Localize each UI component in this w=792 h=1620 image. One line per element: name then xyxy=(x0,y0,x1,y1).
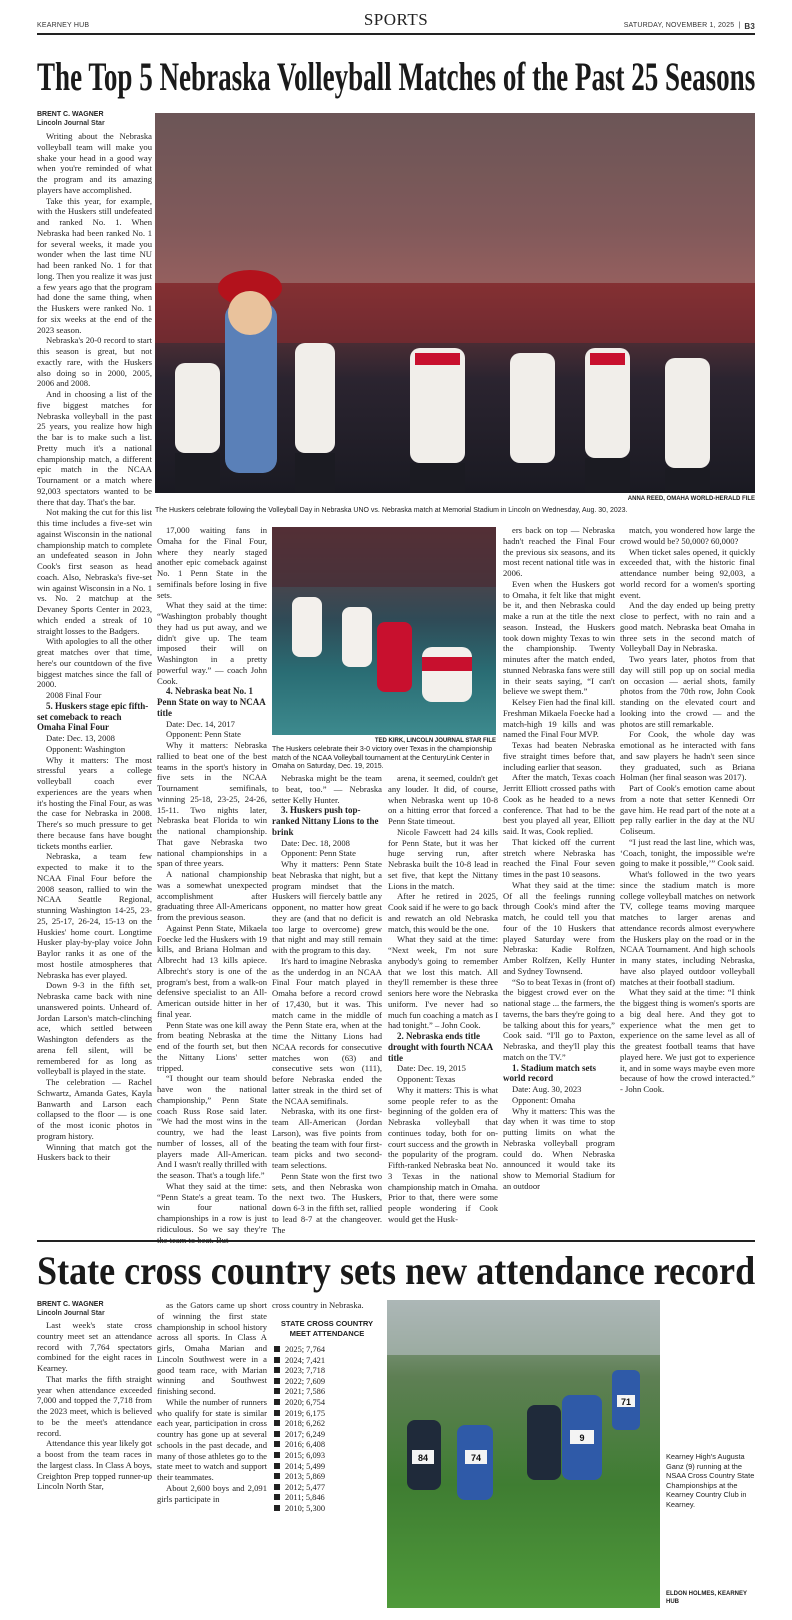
byline xyxy=(37,111,105,128)
story-column xyxy=(157,1300,267,1612)
paragraph: Winning that match got the Huskers back to their xyxy=(37,1141,152,1163)
folio-divider: | xyxy=(738,22,741,29)
paragraph: That kicked off the current stretch where Nebraska has reached the Final Four seven times in the past 10 seasons. xyxy=(503,836,615,879)
byline-author: BRENT C. WAGNER xyxy=(37,111,104,118)
inset-photo xyxy=(272,527,496,735)
volleyball-celebration-image xyxy=(155,113,755,493)
attendance-item: 2011; 5,846 xyxy=(272,1493,382,1504)
cross-country-caption: Kearney High's Augusta Ganz (9) running at the NSAA Cross Country State Championships at the Kearney Country Club in Kearney. xyxy=(666,1452,755,1509)
inset-photo-caption: The Huskers celebrate their 3-0 victory over Texas in the championship match of the NCAA Volleyball tournament at the CenturyLink Center in Omaha on Saturday, Dec. 19, 2015. xyxy=(272,746,493,771)
paragraph: After he retired in 2025, Cook said if he were to go back and rewatch an old Nebraska match, this would be the one. xyxy=(388,891,498,934)
attendance-item: 2014; 5,499 xyxy=(272,1462,382,1473)
paragraph: Attendance this year likely got a boost from the team races in the largest class. In Class A boys, Creighton Prep topped runner-up Lincoln North Star, xyxy=(37,1438,152,1492)
paragraph: Even when the Huskers got to Omaha, it felt like that might be it, and then Nebraska could make a run at the title the next season. Instead, the Huskers took down mighty Texas to win the championship. Twenty minutes after the match ended, stunned Nebraska fans were still in their seats saying, “I can't believe we swept them.” xyxy=(503,578,615,697)
paragraph: What they said at the time: “Next week, I'm not sure anybody's going to remember that we lost this match. All they'll remember is these three seniors here wore the Nebraska uniform. I've never had so much fun coaching a match as I had tonight.” – John Cook. xyxy=(388,934,498,1031)
section-rule xyxy=(37,1240,755,1242)
paragraph: “So to beat Texas in (front of) the biggest crowd ever on the national stage ... the farmers, the taverns, the bars they're going to be talking about this for years,” Cook said. “I'll go to Paxton, Nebraska, and they'll play this match on the TV.” xyxy=(503,976,615,1062)
main-photo-caption: The Huskers celebrate following the Volleyball Day in Nebraska UNO vs. Nebraska match at Memorial Stadium in Lincoln on Wednesday, Aug. 30, 2023. xyxy=(155,507,628,514)
paragraph: Penn State won the first two sets, and then Nebraska won the next two. The Huskers, down 6-3 in the fifth set, rallied to lead 8-7 at the changeover. The xyxy=(272,1170,382,1235)
attendance-item: 2012; 5,477 xyxy=(272,1483,382,1494)
story-column xyxy=(272,1300,382,1311)
paragraph: Why it matters: This was the day when it was time to stop putting limits on what the Nebraska volleyball program could do. When Nebraska announced it would take its show to Memorial Stadium for an outdoor xyxy=(503,1105,615,1191)
paragraph: Opponent: Washington xyxy=(46,743,126,754)
paragraph: Kelsey Fien had the final kill. Freshman Mikaela Foecke had a match-high 19 kills and was named the Final Four MVP. xyxy=(503,697,615,740)
subhead: 4. Nebraska beat No. 1 Penn State on way to NCAA title xyxy=(157,686,266,718)
paragraph: “I just read the last line, which was, ‘Coach, tonight, the impossible we're going to make it possible,’” Cook said. xyxy=(620,836,755,869)
paragraph: And in choosing a list of the five biggest matches for Nebraska volleyball in the past 25 years, you realize how high the bar is to make such a list. Pretty much it's a national championship match, a different epic match in the NCAA Tournament or a match where 92,003 spectators wanted to be there that day. That's the bar. xyxy=(37,389,152,507)
story-headline: State cross country sets new attendance record xyxy=(37,1248,756,1293)
story-column xyxy=(272,773,382,1236)
paragraph: arena, it seemed, couldn't get any louder. It did, of course, when Nebraska went up 10-8 on a hitting error that forced a Penn State timeout. xyxy=(388,773,498,826)
attendance-item: 2022; 7,609 xyxy=(272,1377,382,1388)
runners-image xyxy=(387,1300,660,1608)
bib-number: 84 xyxy=(417,1453,429,1463)
paragraph: What they said at the time: “Penn State's a great team. To win four national championships in a row is just ridiculous. So we say they're xyxy=(157,1180,267,1234)
paragraph: The celebration — Rachel Schwartz, Amanda Gates, Kayla Banwarth and Larson each collapsed to the floor — is one of the most iconic photos in program history. xyxy=(37,1077,152,1141)
paragraph: After the match, Texas coach Jerritt Elliott crossed paths with Cook as he headed to a news conference. That had to be the best you played all year, Elliott said. It was, Cook replied. xyxy=(503,772,615,836)
paragraph: And the day ended up being pretty close to perfect, with no rain and a good match. Nebraska beat Omaha in three sets in the second match of Volleyball Day in Nebraska. xyxy=(620,600,755,654)
subhead: 2. Nebraska ends title drought with fourth NCAA title xyxy=(388,1031,493,1063)
section-name: SPORTS xyxy=(363,10,429,29)
paragraph: Part of Cook's emotion came about from a note that setter Kennedi Orr gave him. He read part of the note at a pep rally earlier in the day at the NU Coliseum. xyxy=(620,783,755,836)
attendance-list xyxy=(272,1345,382,1515)
paragraph: Date: Dec. 18, 2008 xyxy=(281,837,350,848)
story-column xyxy=(37,131,152,1236)
main-photo-credit: ANNA REED, OMAHA WORLD-HERALD FILE xyxy=(627,496,755,502)
paragraph: Opponent: Penn State xyxy=(166,729,241,740)
paragraph: Why it matters: Penn State beat Nebraska that night, but a program mindset that the Huskers will fiercely battle any opponent, no matter how great they are (and that no deficit is too large to overcome) grew that night and may still remain with the program to this day. xyxy=(272,859,382,955)
paragraph: Last week's state cross country meet set an attendance record with 7,764 spectators combined for the eight races in Kearney. xyxy=(37,1320,152,1373)
paragraph: match, you wondered how large the crowd would be? 50,000? 60,000? xyxy=(620,525,755,546)
attendance-item: 2024; 7,421 xyxy=(272,1356,382,1367)
paragraph: With apologies to all the other great matches over that time, here's our countdown of the five biggest matches since the fall of 2000. xyxy=(37,636,152,690)
story-headline: The Top 5 Nebraska Volleyball Matches of the Past 25 Seasons xyxy=(37,54,756,99)
paragraph: Not making the cut for this list this time includes a five-set win against Wisconsin in the national championship match to complete an undefeated season in John Cook's first season as head coach. Also, Nebraska's five-set win against Wisconsin in a No. 1 vs. No. 2 matchup at the Devaney Sports Center in 2023, which ended a streak of 10 straight losses to the Badgers. xyxy=(37,507,152,636)
paragraph: as the Gators came up short of winning the first state championship in school history across all sports. In Class A girls, Omaha Marian and Lincoln Southwest were in a good team race, with Marian winning and Southwest finishing second. xyxy=(157,1300,267,1396)
paragraph: What they said at the time: Of all the feelings running through Cook's mind after the match, he could tell you that four of the 10 Huskers that played Saturday were from Nebraska: Kadie Rolfzen, Amber Rolfzen, Kelly Hunter and Sydney Townsend. xyxy=(503,879,615,976)
page-number: B3 xyxy=(744,22,755,31)
sidebar-title: STATE CROSS COUNTRY MEET ATTENDANCE xyxy=(280,1319,374,1338)
attendance-item: 2013; 5,869 xyxy=(272,1472,382,1483)
paragraph: ers back on top — Nebraska hadn't reached the Final Four the previous six seasons, and its most recent national title was in 2006. xyxy=(503,525,615,578)
paragraph: Opponent: Omaha xyxy=(512,1094,576,1105)
attendance-item: 2010; 5,300 xyxy=(272,1504,382,1515)
paragraph: Against Penn State, Mikaela Foecke led the Huskers with 19 kills, and Briana Holman and Albrecht had 13 kills apiece. Albrecht's story is one of the program's best, from a walk-on defensive specialist to an All-American outside hitter in her final year. xyxy=(157,922,267,1019)
paragraph: Nicole Fawcett had 24 kills for Penn State, but it was her huge serving run, after Nebraska built the 10-8 lead in set five, that kept the Nittany Lions in the match. xyxy=(388,826,498,891)
attendance-item: 2015; 6,093 xyxy=(272,1451,382,1462)
inset-photo-credit: TED KIRK, LINCOLN JOURNAL STAR FILE xyxy=(374,738,496,744)
paragraph: Penn State was one kill away from beating Nebraska at the end of the fourth set, but then the Nittany Lions' setter tripped. xyxy=(157,1019,267,1073)
paragraph: Nebraska, with its one first-team All-American (Jordan Larson), was five points from beating the team with four first-team picks and two second-team selections. xyxy=(272,1106,382,1170)
paragraph: Nebraska's 20-0 record to start this season is great, but not exactly rare, with the Huskers also doing so in 2000, 2005, 2006 and 2008. xyxy=(37,335,152,389)
paragraph: Why it matters: Nebraska rallied to beat one of the best teams in the sport's history in five sets in the NCAA Tournament semifinals, winning 25-18, 23-25, 24-26, 15-11. Two nights later, Nebraska beat Florida to win the national championship. That gave Nebraska two national championships in a span of three years. xyxy=(157,740,267,869)
paragraph: Take this year, for example, with the Huskers still undefeated and ranked No. 1. When Nebraska had been ranked No. 1 for several weeks, it made you wonder when the last time NU had been ranked No. 1 for that long. Then you realize it was just a few years ago that the program had done the same thing, when the Huskers were ranked No. 1 for six weeks at the end of the 2023 season. xyxy=(37,195,152,335)
paragraph: While the number of runners who qualify for state is similar each year, participation in cross country has gone up at several schools in the past decade, and many of those athletes go to the state meet to watch and support their teammates. xyxy=(157,1396,267,1482)
story-column xyxy=(37,1320,152,1612)
paragraph: Date: Dec. 14, 2017 xyxy=(166,718,235,729)
attendance-item: 2025; 7,764 xyxy=(272,1345,382,1356)
byline-org: Lincoln Journal Star xyxy=(37,1309,105,1317)
cross-country-credit: ELDON HOLMES, KEARNEY HUB xyxy=(666,1591,747,1605)
story-column xyxy=(388,773,498,1236)
paragraph: Two years later, photos from that day will still pop up on social media on occasion — aerial shots, family photos from the 70th row, John Cook standing on the elevated court and looking into the crowd — and the photos are still remarkable. xyxy=(620,654,755,729)
paragraph: Nebraska, a team few expected to make it to the NCAA Final Four before the 2008 season, rallied to win the NCAA Seattle Regional, stunning Washington 14-25, 23-25, 25-17, 26-24, 15-13 on the Huskies' home court. Longtime Husker play-by-play voice John Baylor ranks it as one of the most hostile atmospheres that Nebraska has ever played. xyxy=(37,851,152,980)
paragraph: 17,000 waiting fans in Omaha for the Final Four, where they nearly staged another epic comeback against No. 1 Penn State in the semifinals before losing in five sets. xyxy=(157,525,267,600)
attendance-item: 2016; 6,408 xyxy=(272,1440,382,1451)
paragraph: Texas had beaten Nebraska five straight times before that, including earlier that season. xyxy=(503,740,615,772)
story-column xyxy=(157,525,267,1236)
paragraph: Opponent: Penn State xyxy=(281,848,356,859)
issue-date: SATURDAY, NOVEMBER 1, 2025 xyxy=(623,22,735,29)
paragraph: It's hard to imagine Nebraska as the underdog in an NCAA Final Four match played in Omaha before a record crowd of 17,430, but it was. This match came in the middle of the Penn State era, when at the time the Nittany Lions had NCAA records for consecutive matches won (63) and consecutive sets won (111), before Nebraska ended the latter streak in the third set of the NCAA semifinals. xyxy=(272,955,382,1106)
main-photo xyxy=(155,113,755,493)
paragraph: About 2,600 boys and 2,091 girls participate in xyxy=(157,1482,267,1504)
paragraph: For Cook, the whole day was emotional as he interacted with fans and saw players he hadn't seen since they graduated, such as Briana Holman (her final season was 2017). xyxy=(620,729,755,783)
story-column xyxy=(620,525,755,1236)
paper-name: KEARNEY HUB xyxy=(37,22,90,29)
paragraph: Date: Aug. 30, 2023 xyxy=(512,1084,582,1094)
paragraph: Why it matters: The most stressful years a college volleyball coach ever experiences are the years when it's hosting the Final Four, as was the case for Nebraska in 2008. There's so much pressure to get there because fans have bought tickets months earlier. xyxy=(37,754,152,851)
paragraph: What's followed in the two years since the stadium match is more college volleyball matches on network TV, college teams moving marquee matches to larger arenas and attendance records almost everywhere the Huskers play on the road or in the NCAA Tournament. And high schools in many states, including Nebraska, have also played outdoor volleyball matches at their football stadium. xyxy=(620,869,755,987)
bib-number: 74 xyxy=(470,1453,482,1463)
byline-author: BRENT C. WAGNER xyxy=(37,1301,104,1308)
byline-org: Lincoln Journal Star xyxy=(37,119,105,127)
bib-number: 71 xyxy=(620,1397,632,1407)
attendance-item: 2021; 7,586 xyxy=(272,1387,382,1398)
paragraph: When ticket sales opened, it quickly exceeded that, with the historic final attendance number being 92,003, a world record for a women's sporting event. xyxy=(620,546,755,600)
paragraph: Opponent: Texas xyxy=(397,1074,456,1084)
attendance-item: 2017; 6,249 xyxy=(272,1430,382,1441)
paragraph: 2008 Final Four xyxy=(46,690,102,700)
bib-number: 9 xyxy=(579,1433,585,1443)
paragraph: cross country in Nebraska. xyxy=(272,1300,364,1310)
attendance-item: 2023; 7,718 xyxy=(272,1366,382,1377)
attendance-item: 2019; 6,175 xyxy=(272,1409,382,1420)
header-rule xyxy=(37,33,755,35)
folio-right xyxy=(624,22,755,31)
attendance-sidebar xyxy=(272,1300,382,1515)
paragraph: Down 9-3 in the fifth set, Nebraska came back with nine unanswered points. Unheard of. Jordan Larson's match-clinching ace, which settled between Washington defenders as the arena fell silent, will be remembered for as long as volleyball is played in the state. xyxy=(37,980,152,1077)
subhead: 5. Huskers stage epic fifth-set comeback to reach Omaha Final Four xyxy=(37,700,149,733)
paragraph: Nebraska might be the team to beat, too.” — Nebraska setter Kelly Hunter. xyxy=(272,773,382,805)
paragraph: What they said at the time: “I think the biggest thing is women's sports are a big deal here. And they got to experience what the men get to experience on the same level as all of the greatest football teams that have played here. We just got to experience it, and in some ways maybe even more because of how the crowd interacted.” - John Cook. xyxy=(620,987,755,1094)
subhead: 1. Stadium match sets world record xyxy=(503,1062,597,1084)
paragraph: That marks the fifth straight year when attendance exceeded 7,000 and topped the 7,718 from the 2023 meet, which is believed to be the meet's attendance record. xyxy=(37,1373,152,1438)
paragraph: Date: Dec. 19, 2015 xyxy=(397,1063,466,1074)
cross-country-photo xyxy=(387,1300,660,1608)
paragraph: Writing about the Nebraska volleyball team will make you shake your head in a good way when you're reminded of what the program and its amazing players have accomplished. xyxy=(37,131,152,195)
byline xyxy=(37,1301,105,1318)
attendance-item: 2020; 6,754 xyxy=(272,1398,382,1409)
huskers-celebration-image xyxy=(272,527,496,735)
paragraph: A national championship was a somewhat unexpected accomplishment after graduating three All-Americans from the previous season. xyxy=(157,869,267,922)
attendance-item: 2018; 6,262 xyxy=(272,1419,382,1430)
story-column xyxy=(503,525,615,1236)
paragraph: Why it matters: This is what some people refer to as the beginning of the golden era of Nebraska volleyball that continues today, both for on-court success and the growth in the popularity of the program. Fifth-ranked Nebraska beat No. 3 Texas in the national championship match in Omaha. Prior to that, there were some people wondering if Cook would get the Husk- xyxy=(388,1084,498,1224)
paragraph: Date: Dec. 13, 2008 xyxy=(46,733,115,743)
subhead: 3. Huskers push top-ranked Nittany Lions to the brink xyxy=(272,805,379,837)
paragraph: “I thought our team should have won the national championship,” Penn State coach Russ Rose said later. “We had the most wins in the country, we had the least number of losses, all of the players made All-American. And I wasn't really thrilled with the season. That's a tough life.” xyxy=(157,1073,267,1180)
paragraph: What they said at the time: “Washington probably thought they had us put away, and we didn't give up. The team imposed their will on Washington in a pretty powerful way.” — coach John Cook. xyxy=(157,600,267,686)
